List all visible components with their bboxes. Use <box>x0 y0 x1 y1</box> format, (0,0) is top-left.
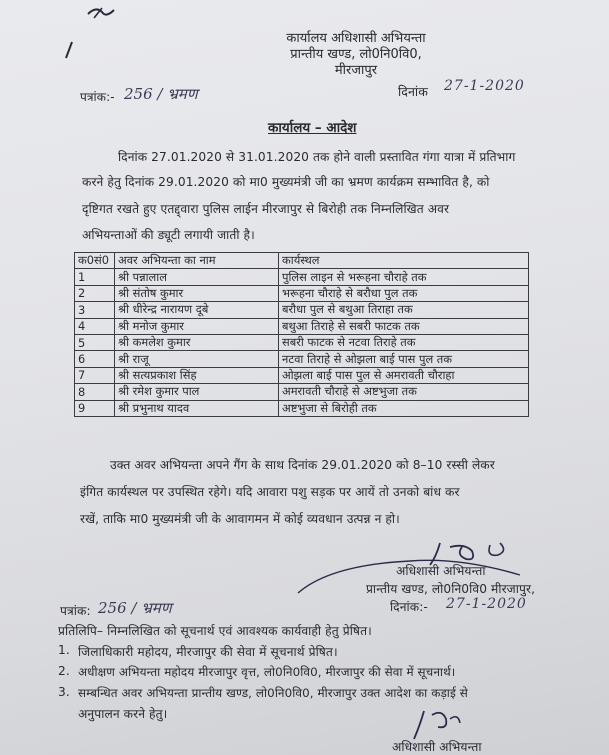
ref-number-handwritten: 256 / भ्रमण <box>124 85 198 103</box>
row-name: श्री पन्नालाल <box>115 269 279 285</box>
para1-line3: दृष्टिगत रखते हुए एतद्द्वारा पुलिस लाईन मीरजापुर से बिरोही तक निम्नलिखित अवर <box>82 202 450 216</box>
table-header-row <box>75 253 529 269</box>
row-name: श्री राजू <box>115 351 279 367</box>
row-place: सबरी फाटक से नटवा तिराहे तक <box>279 334 529 350</box>
row-serial: 5 <box>75 334 115 350</box>
para2-line2: इंगित कार्यस्थल पर उपस्थित रहेगे। यदि आवारा पशु सड़क पर आयें तो उनको बांध कर <box>80 485 460 499</box>
row-name: श्री रमेश कुमार पाल <box>115 384 279 400</box>
row-place: भरूहना चौराहे से बरौधा पुल तक <box>279 285 529 301</box>
table-row <box>75 318 529 334</box>
copy-item-text: अधीक्षण अभियन्ता महोदय मीरजापुर वृत्त, लो0नि0वि0, मीरजापुर की सेवा में सूचनार्थ। <box>78 665 456 679</box>
para2-line3: रखें, ताकि मा0 मुख्यमंत्री जी के आवागमन में कोई व्यवधान उत्पन्न न हो। <box>80 512 400 526</box>
signature2-title: अधिशासी अभियन्ता <box>392 740 482 754</box>
para1-line4: अभियन्ताओं की ड्यूटी लगायी जाती है। <box>82 228 255 242</box>
date-label: दिनांक <box>398 84 428 99</box>
row-serial: 8 <box>75 384 115 400</box>
header-serial: क0सं0 <box>75 253 115 269</box>
row-place: नटवा तिराहे से ओझला बाई पास पुल तक <box>279 351 529 367</box>
table-row <box>75 367 529 383</box>
office-line-3: मीरजापुर <box>334 63 378 78</box>
row-name: श्री मनोज कुमार <box>115 318 279 334</box>
table-row <box>75 285 529 301</box>
row-serial: 3 <box>75 302 115 318</box>
duty-table <box>74 252 529 417</box>
row-name: श्री धीरेन्द्र नारायण दूबे <box>115 302 279 318</box>
copy-ref-label: पत्रांक: <box>60 604 91 618</box>
office-line-1: कार्यालय अधिशासी अभियन्ता <box>286 31 426 46</box>
row-place: अष्टभुजा से बिरोही तक <box>279 400 529 416</box>
row-place: बथुआ तिराहे से सबरी फाटक तक <box>279 318 529 334</box>
row-serial: 4 <box>75 318 115 334</box>
ref-label: पत्रांक:- <box>80 90 115 104</box>
office-line-2: प्रान्तीय खण्ड, लो0नि0वि0, <box>290 47 422 62</box>
signature1-date-label: दिनांक:- <box>390 600 428 614</box>
copy-item-text-cont: अनुपालन करने हेतु। <box>78 707 168 721</box>
row-serial: 1 <box>75 269 115 285</box>
table-row <box>75 400 529 416</box>
row-serial: 6 <box>75 351 115 367</box>
row-place: बरौधा पुल से बथुआ तिराहा तक <box>279 302 529 318</box>
copy-item-num: 2. <box>58 664 70 678</box>
copy-item-num: 1. <box>58 643 70 657</box>
table-row <box>75 334 529 350</box>
para2-line1: उक्त अवर अभियन्ता अपने गैंग के साथ दिनांक 29.01.2020 को 8–10 रस्सी लेकर <box>110 458 495 472</box>
table-row <box>75 302 529 318</box>
row-name: श्री प्रभुनाथ यादव <box>115 400 279 416</box>
para1-line2: करने हेतु दिनांक 29.01.2020 को मा0 मुख्यमंत्री जी का भ्रमण कार्यक्रम सम्भावित है, को <box>82 175 490 189</box>
header-place: कार्यस्थल <box>279 253 529 269</box>
copy-item-text: सम्बन्धित अवर अभियन्ता प्रान्तीय खण्ड, लो0नि0वि0, मीरजापुर उक्त आदेश का कड़ाई से <box>78 686 468 700</box>
row-place: अमरावती चौराहे से अष्टभुजा तक <box>279 384 529 400</box>
para1-line1: दिनांक 27.01.2020 से 31.01.2020 तक होने वाली प्रस्तावित गंगा यात्रा में प्रतिभाग <box>118 150 516 164</box>
row-place: ओझला बाई पास पुल से अमरावती चौराहा <box>279 367 529 383</box>
row-serial: 7 <box>75 367 115 383</box>
row-serial: 9 <box>75 400 115 416</box>
row-name: श्री कमलेश कुमार <box>115 334 279 350</box>
copy-item-text: जिलाधिकारी महोदय, मीरजापुर की सेवा में सूचनार्थ प्रेषित। <box>78 645 338 659</box>
pen-mark-icon <box>60 38 80 60</box>
row-place: पुलिस लाइन से भरूहना चौराहे तक <box>279 269 529 285</box>
row-serial: 2 <box>75 285 115 301</box>
pen-scribble-icon <box>80 2 120 62</box>
signature1-date-handwritten: 27-1-2020 <box>446 596 527 612</box>
signature1-title: अधिशासी अभियन्ता <box>396 564 486 578</box>
order-title: कार्यालय – आदेश <box>268 120 357 136</box>
table-row <box>75 384 529 400</box>
table-row <box>75 351 529 367</box>
header-name: अवर अभियन्ता का नाम <box>115 253 279 269</box>
copy-ref-handwritten: 256 / भ्रमण <box>98 599 172 617</box>
row-name: श्री सत्यप्रकाश सिंह <box>115 367 279 383</box>
copy-intro: प्रतिलिपि– निम्नलिखित को सूचनार्थ एवं आवश्यक कार्यवाही हेतु प्रेषित। <box>58 624 372 638</box>
signature1-office: प्रान्तीय खण्ड, लो0नि0वि0 मीरजापुर, <box>366 582 536 596</box>
date-handwritten: 27-1-2020 <box>444 78 525 94</box>
row-name: श्री संतोष कुमार <box>115 285 279 301</box>
table-row <box>75 269 529 285</box>
copy-item-num: 3. <box>58 685 70 699</box>
